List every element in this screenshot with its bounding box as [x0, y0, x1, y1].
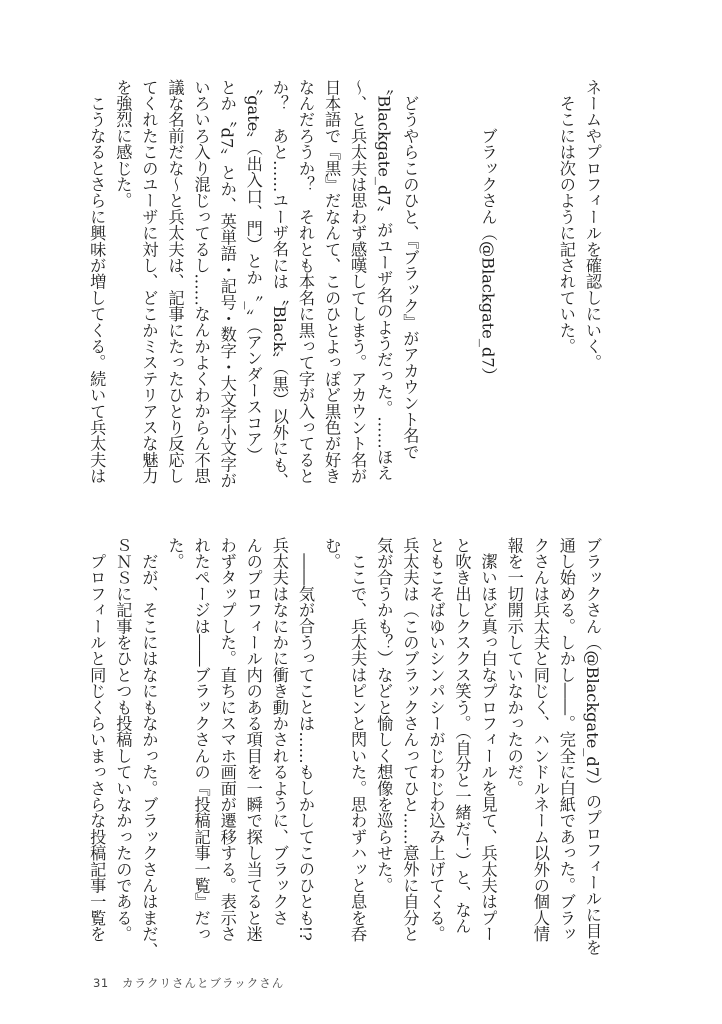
- text-line: なんだろうか？ それとも本名に黒って字が入ってると: [295, 79, 315, 484]
- text-line: 兵太夫は（このブラックさんってひと……意外に自分と: [400, 537, 420, 942]
- text-line: ネームやプロフィールを確認しにいく。: [583, 79, 602, 371]
- text-line: クさんは兵太夫と同じく、ハンドルネーム以外の個人情: [530, 537, 550, 942]
- text-line: か？ あと……ユーザ名には〝Black〟（黒）以外にも、: [269, 79, 289, 490]
- blank-line: [422, 79, 448, 519]
- text-line: 〜、と兵太夫は思わず感嘆してしまう。アカウント名が: [348, 79, 368, 484]
- blank-line: [527, 79, 553, 519]
- text-line: 兵太夫はなにかに衝き動かされるように、ブラックさ: [269, 537, 289, 926]
- text-line: わずタップした。直ちにスマホ画面が遷移する。表示さ: [217, 537, 237, 942]
- text-line: ここで、兵太夫はピンと閃いた。思わずハッと息を呑: [348, 537, 368, 942]
- text-line: んのプロフィール内のある項目を一瞬で探し当てると迷: [243, 537, 263, 942]
- text-line: 報を一切開示していなかったのだ。: [504, 537, 524, 797]
- text-line: 通し始める。しかし――。完全に白紙であった。ブラッ: [556, 537, 576, 942]
- text-line: ＳＮＳに記事をひとつも投稿していなかったのである。: [113, 537, 133, 942]
- text-line: ――気が合うってことは……もしかしてこのひとも!?: [295, 537, 315, 941]
- text-line: ともこそばゆいシンパシーがじわじわ込み上げてくる。: [426, 537, 446, 942]
- blank-line: [501, 79, 527, 519]
- text-line: 議な名前だな〜と兵太夫は、記事にたったひとり反応し: [165, 79, 185, 484]
- lower-text-block: [83, 537, 605, 977]
- blank-line: [448, 79, 474, 519]
- text-line: 気が合うかも？）などと愉しく想像を巡らせた。: [374, 537, 394, 894]
- text-line: プロフィールと同じくらいまっさらな投稿記事一覧を: [87, 537, 107, 942]
- text-line: む。: [322, 537, 342, 570]
- text-line: れたページは――ブラックさんの『投稿記事一覧』だっ: [191, 537, 211, 942]
- text-line: いろいろ入り混じってるし……なんかよくわからん不思: [191, 79, 211, 484]
- text-line: 〝Blackgate_d7〟がユーザ名のようだった。……ほえ: [374, 79, 394, 482]
- page-footer: [93, 975, 284, 991]
- text-line: を強烈に感じた。: [113, 79, 133, 209]
- text-line: 潔いほど真っ白なプロフィールを見て、兵太夫はプー: [478, 537, 498, 942]
- text-line: どうやらこのひと、『ブラック』がアカウント名で: [400, 79, 420, 460]
- text-line: とか〝d7〟とか、英単語・記号・数字・大文字小文字が: [217, 79, 237, 489]
- quoted-profile-line: ブラックさん（@Blackgate_d7）: [478, 79, 498, 384]
- text-line: た。: [165, 537, 185, 570]
- page-number: 31: [93, 976, 109, 990]
- text-line: 日本語で『黒』だなんて、このひとよっぽど黒色が好き: [322, 79, 342, 484]
- text-line: 〝gate〟（出入口、門）とか〝_〟（アンダースコア）: [243, 79, 263, 464]
- running-title: カラクリさんとブラックさん: [122, 976, 285, 990]
- text-line: だが、そこにはなにもなかった。ブラックさんはまだ、: [139, 537, 159, 959]
- text-line: そこには次のように記されていた。: [556, 79, 576, 355]
- text-line: と吹き出しクスクス笑う。（自分と一緒だ！）と、なん: [452, 537, 472, 934]
- upper-text-block: [83, 79, 605, 519]
- text-line: ブラックさん（@Blackgate_d7）のプロフィールに目を: [583, 537, 602, 956]
- text-line: てくれたこのユーザに対し、どこかミステリアスな魅力: [139, 79, 159, 484]
- text-line: こうなるとさらに興味が増してくる。続いて兵太夫は: [87, 79, 107, 484]
